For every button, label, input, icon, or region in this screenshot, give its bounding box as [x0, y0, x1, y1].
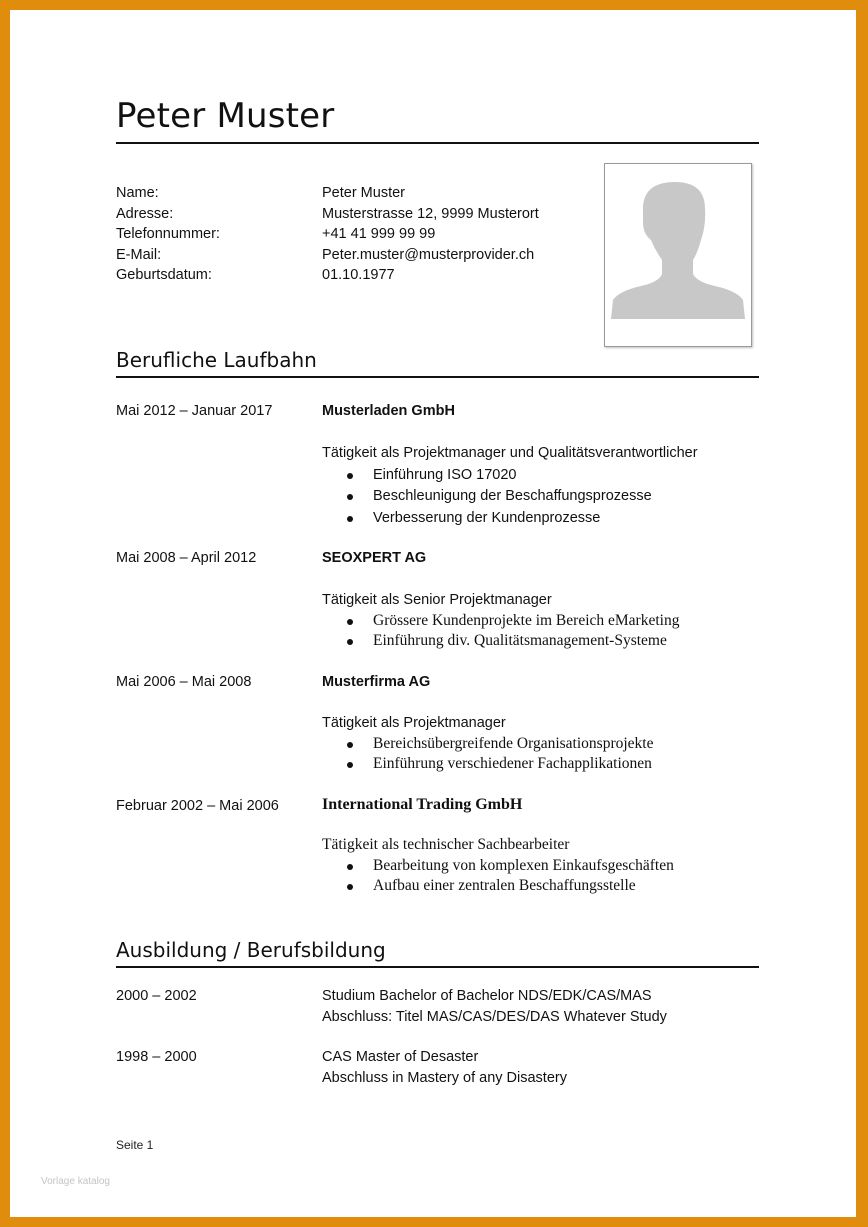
person-silhouette-icon: [605, 164, 751, 346]
label-birthdate: Geburtsdatum:: [116, 267, 212, 283]
section-title-education: Ausbildung / Berufsbildung: [116, 938, 386, 962]
value-address: Musterstrasse 12, 9999 Musterort: [322, 205, 539, 222]
career-role-4: [322, 835, 674, 897]
list-item: Einführung div. Qualitätsmanagement-Systeme: [322, 631, 679, 652]
page-number: Seite 1: [116, 1138, 154, 1152]
career-company-3: Musterfirma AG: [322, 674, 431, 690]
label-name: Name:: [116, 185, 159, 201]
list-item: Verbesserung der Kundenprozesse: [322, 508, 698, 529]
list-item: Einführung verschiedener Fachapplikationen: [322, 754, 653, 775]
career-role-2: [322, 590, 679, 652]
value-name: Peter Muster: [322, 185, 405, 201]
career-bullets-3: [322, 734, 653, 775]
education-detail-1: [322, 986, 667, 1027]
value-phone: +41 41 999 99 99: [322, 226, 436, 242]
education-rule: [116, 966, 759, 968]
career-company-2: SEOXPERT AG: [322, 550, 427, 566]
education-line-1b: Abschluss: Titel MAS/CAS/DES/DAS Whatever Study: [322, 1008, 667, 1025]
list-item: Aufbau einer zentralen Beschaffungsstelle: [322, 876, 674, 897]
personal-labels: [116, 183, 220, 286]
education-line-2b: Abschluss in Mastery of any Disastery: [322, 1069, 567, 1086]
career-company-4: International Trading GmbH: [322, 796, 523, 813]
education-detail-2: [322, 1047, 567, 1088]
title-rule: [116, 142, 759, 144]
value-birthdate: 01.10.1977: [322, 267, 395, 283]
watermark-text: Vorlage katalog: [41, 1176, 110, 1187]
list-item: Bereichsübergreifende Organisationsprojekte: [322, 734, 653, 755]
section-title-career: Berufliche Laufbahn: [116, 348, 317, 372]
list-item: Bearbeitung von komplexen Einkaufsgeschäften: [322, 856, 674, 877]
career-role-1: [322, 443, 698, 528]
career-period-4: Februar 2002 – Mai 2006: [116, 798, 279, 814]
page-title: Peter Muster: [116, 96, 335, 136]
label-email: E-Mail:: [116, 246, 162, 263]
list-item: Einführung ISO 17020: [322, 465, 698, 486]
career-period-3: Mai 2006 – Mai 2008: [116, 674, 252, 690]
career-period-2: Mai 2008 – April 2012: [116, 550, 257, 566]
value-email[interactable]: Peter.muster@musterprovider.ch: [322, 246, 535, 263]
career-rule: [116, 376, 759, 378]
career-role-text-3: Tätigkeit als Projektmanager: [322, 715, 506, 731]
career-role-text-2: Tätigkeit als Senior Projektmanager: [322, 592, 552, 608]
career-role-text-4: Tätigkeit als technischer Sachbearbeiter: [322, 836, 570, 853]
career-bullets-1: [322, 465, 698, 529]
education-period-1: 2000 – 2002: [116, 988, 197, 1004]
profile-photo: [604, 163, 752, 347]
education-line-1a: Studium Bachelor of Bachelor NDS/EDK/CAS/MAS: [322, 988, 652, 1004]
personal-values: [322, 183, 539, 286]
career-bullets-2: [322, 611, 679, 652]
career-bullets-4: [322, 856, 674, 897]
education-period-2: 1998 – 2000: [116, 1049, 197, 1065]
label-address: Adresse:: [116, 205, 174, 222]
career-role-3: [322, 713, 653, 775]
list-item: Grössere Kundenprojekte im Bereich eMarketing: [322, 611, 679, 632]
career-role-text-1: Tätigkeit als Projektmanager und Qualitätsverantwortlicher: [322, 445, 698, 461]
label-phone: Telefonnummer:: [116, 226, 220, 242]
list-item: Beschleunigung der Beschaffungsprozesse: [322, 486, 698, 507]
career-period-1: Mai 2012 – Januar 2017: [116, 403, 273, 419]
education-line-2a: CAS Master of Desaster: [322, 1049, 479, 1065]
cv-page: [10, 10, 856, 1217]
career-company-1: Musterladen GmbH: [322, 403, 455, 419]
